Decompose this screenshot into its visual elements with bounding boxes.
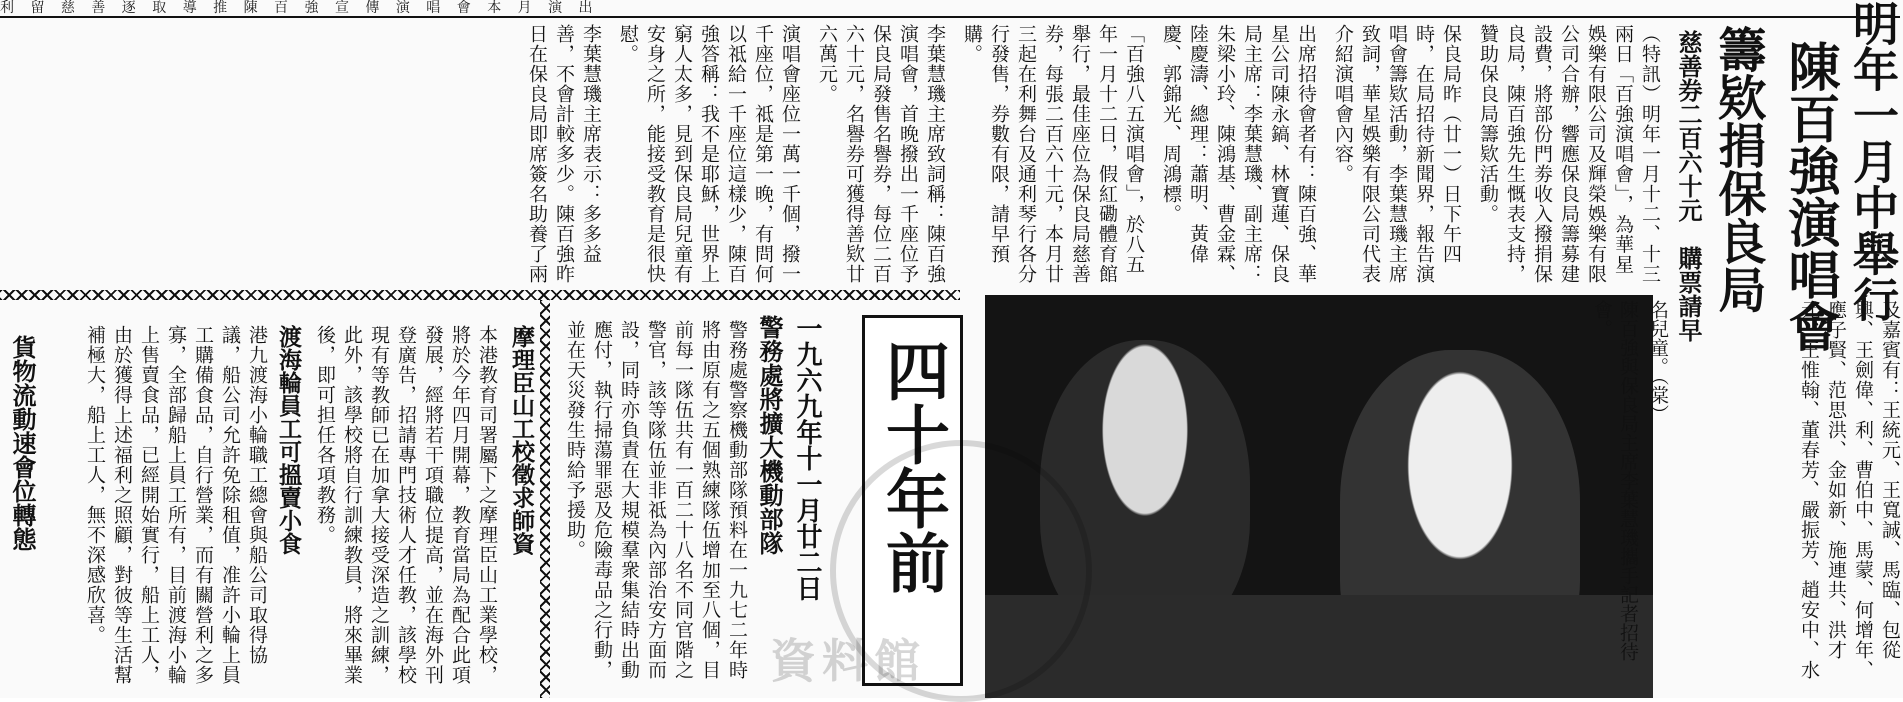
archive-watermark-text: 資料館 xyxy=(770,634,926,688)
sub-headline: 籌欵捐保良局 xyxy=(1710,25,1766,313)
para-1: （特訊）明年一月十二、十三兩日「百強演唱會」，為華星娛樂有限公司及輝榮娛樂有限公司合辦，響應保良局籌募建設費，將部份門劵收入撥捐保良局，陳百強先生慨表支持，贊助保良局籌欵活動。 xyxy=(1477,24,1661,284)
zigzag-divider-mid xyxy=(540,300,550,698)
para-7: 李葉慧璣主席表示：多多益善，不會計較多少。陳百強昨日在保良局即席簽名助養了兩 xyxy=(526,24,602,284)
zigzag-divider-top xyxy=(0,290,960,300)
para-4: 「百強八五演唱會」，於八五年一月十二日，假紅磡體育館舉行，最佳座位為保良局慈善券，每張二百六十元，本月廿三起在利舞台及通利琴行各分行發售，券數有限，請早預購。 xyxy=(961,24,1145,284)
para-6: 演唱會座位一萬一千個，撥一千座位，祗是第一晚，有問何以祗給一千座位這樣少，陳百強答稱：我不是耶穌，世界上窮人太多，見到保良局兒童有安身之所，能接受教育是很快慰。 xyxy=(617,24,801,284)
school-body: 本港教育司署屬下之摩理臣山工業學校，將於今年四月開幕，教育當局為配合此項發展，經將若干項職位提高，並在海外刊登廣告，招請專門技術人才任教，該學校現有等教師已在加拿大接受深造之訓練，此外，該學校將自行訓練教員，將來畢業後，即可担任各項教務。 xyxy=(314,325,498,685)
main-headline: 陳百強演唱會 xyxy=(1779,40,1839,352)
top-rule xyxy=(0,16,1900,18)
deck-line: 慈善券二百六十元 購票請早 xyxy=(1674,30,1703,342)
ferry-headline: 渡海輪員工可搵賣小食 xyxy=(275,325,301,555)
ferry-body: 港九渡海小輪職工總會與船公司取得協議，船公司允許免除租值，准許小輪上員工購備食品，自行營業，而有關營利之多寡，全部歸船上員工所有，目前渡海小輪上售賣食品，已經開始實行，船上工人，由於獲得上述福利之照顧，對彼等生活幫補極大，船上工人，無不深感欣喜。 xyxy=(84,325,268,685)
photo-caption: 陳百強與保良局主席李葉慧璣攜手記者招待會。 xyxy=(1591,300,1639,661)
police-dateline: 一九六九年十一月廿二日 xyxy=(792,315,822,601)
photo-chen-baiqiang xyxy=(985,295,1653,698)
para-5: 李葉慧璣主席致詞稱：陳百強演唱會，首晚撥出一千座位予保良局發售名譽券，每位二百六十元，名譽券可獲得善欵廿六萬元。 xyxy=(816,24,946,284)
archive-box-title: 四十年前 xyxy=(875,338,949,594)
top-strip: 利 留 慈 善 逐 取 導 推 陳 百 強 宣 傳 演 唱 會 本 月 演 出 xyxy=(0,0,599,16)
police-body: 警務處警察機動部隊預料在一九七二年時將由原有之五個熟練隊伍增加至八個，目前每一隊伍共有一百二十八名不同官階之警官，該等隊伍並非祗為內部治安方面而設，同時亦負責在大規模羣衆集結時出動應付，執行掃蕩罪惡及危險毒品之行動，並在天災發生時給予援助。 xyxy=(564,320,748,680)
para-3: 出席招待會者有：陳百強、華星公司陳永鎬、林寶蓮、保良局主席：李葉慧璣、副主席：朱梁小玲、陳鴻基、曹金霖、陸慶濤、總理：蕭明、黃偉慶、郭錦光、周鴻標。 xyxy=(1160,24,1317,284)
cargo-headline: 貨物流動速會位轉態 xyxy=(8,335,36,551)
kicker-headline: 明年一月中舉行 xyxy=(1846,0,1900,322)
school-headline: 摩理臣山工校徵求師資 xyxy=(508,325,534,555)
para-2: 保良局昨（廿一）日下午四時，在局招待新聞界，報告演唱會籌欵活動，李葉慧璣主席致詞，華星娛樂有限公司代表介紹演唱會內容。 xyxy=(1332,24,1462,284)
left-article-body xyxy=(53,24,1663,284)
guest-names: 及嘉賓有：王統元、王寬誠、馬臨、包從興、王劍偉、利、曹伯中、馬蒙、何增年、應子賢、范思洪、金如新、施連共、洪才元、王惟翰、董春芳、嚴振芳、趙安中、水 xyxy=(1798,300,1901,680)
article-ending: 名兒童。（棠） xyxy=(1647,300,1669,424)
police-headline: 警務處將擴大機動部隊 xyxy=(755,315,783,555)
